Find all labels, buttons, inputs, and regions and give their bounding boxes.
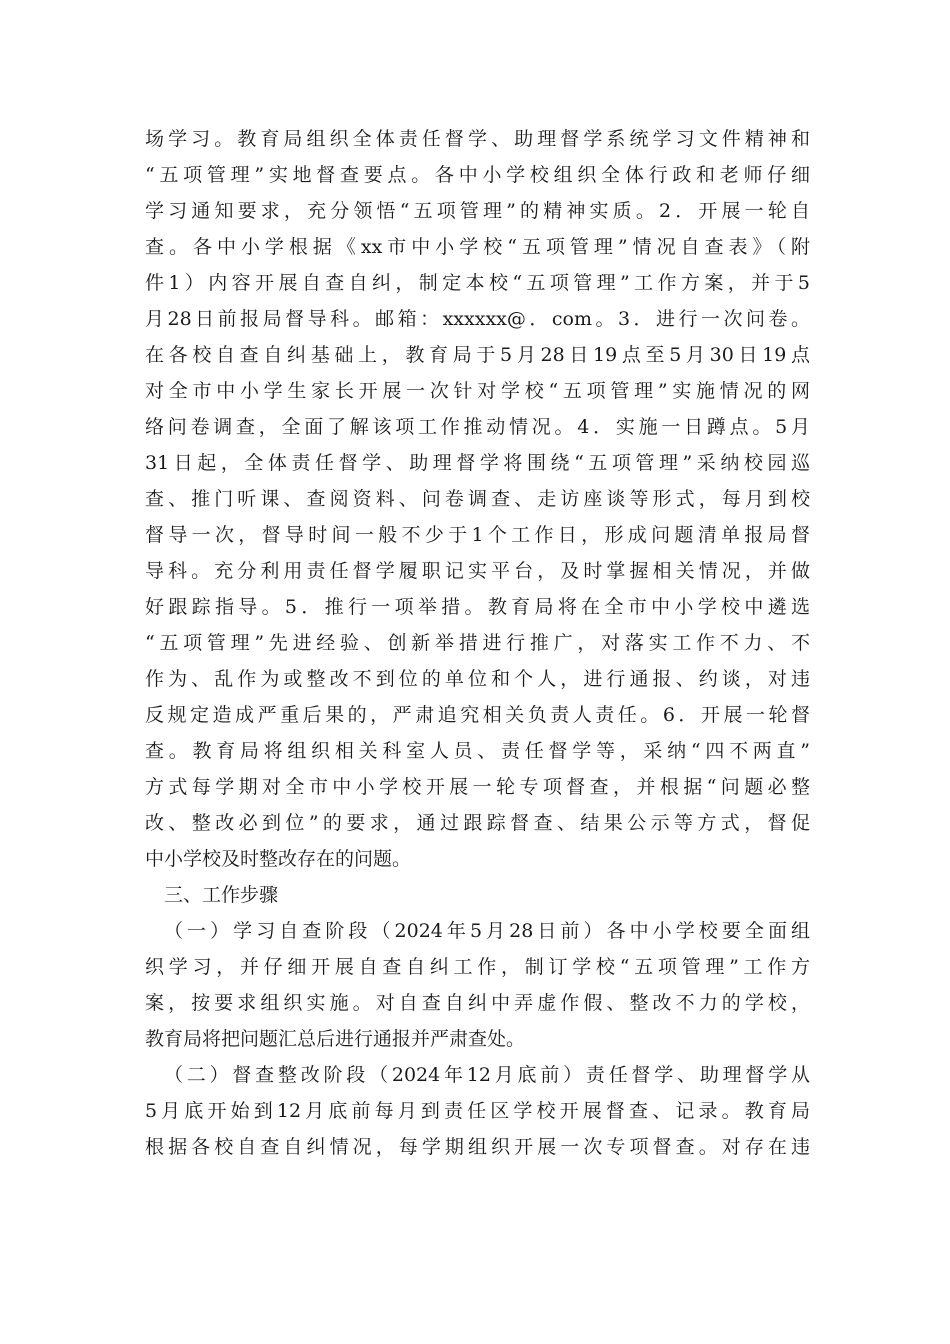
body-text-line: 查、推门听课、查阅资料、问卷调查、走访座谈等形式，每月到校: [145, 488, 810, 510]
body-text-line: 在各校自查自纠基础上，教育局于5月28日19点至5月30日19点: [145, 344, 810, 366]
body-text-line: 好跟踪指导。5．推行一项举措。教育局将在全市中小学校中遴选: [145, 596, 810, 618]
body-text-line: 对全市中小学生家长开展一次针对学校“五项管理”实施情况的网: [145, 380, 810, 402]
body-text-line: 络问卷调查，全面了解该项工作推动情况。4．实施一日蹲点。5月: [145, 416, 810, 438]
body-text-line: （二）督查整改阶段（2024年12月底前）责任督学、助理督学从: [164, 1064, 810, 1086]
body-text-line: “五项管理”先进经验、创新举措进行推广，对落实工作不力、不: [145, 632, 810, 654]
body-text-line: 查。教育局将组织相关科室人员、责任督学等，采纳“四不两直”: [145, 740, 810, 762]
body-text-line: 31日起，全体责任督学、助理督学将围绕“五项管理”采纳校园巡: [145, 452, 810, 474]
body-text-line: （一）学习自查阶段（2024年5月28日前）各中小学校要全面组: [164, 920, 810, 942]
body-text-line: 根据各校自查自纠情况，每学期组织开展一次专项督查。对存在违: [145, 1136, 810, 1158]
body-text-line: 反规定造成严重后果的，严肃追究相关负责人责任。6．开展一轮督: [145, 704, 810, 726]
section-heading: 三、工作步骤: [164, 884, 279, 906]
body-text-line: “五项管理”实地督查要点。各中小学校组织全体行政和老师仔细: [145, 164, 810, 186]
body-text-line: 督导一次，督导时间一般不少于1个工作日，形成问题清单报局督: [145, 524, 810, 546]
body-text-line: 改、整改必到位”的要求，通过跟踪督查、结果公示等方式，督促: [145, 812, 810, 834]
body-text-line: 中小学校及时整改存在的问题。: [145, 848, 412, 870]
body-text-line: 月28日前报局督导科。邮箱：xxxxxx@．com。3．进行一次问卷。: [145, 308, 810, 330]
body-text-line: 作为、乱作为或整改不到位的单位和个人，进行通报、约谈，对违: [145, 668, 810, 690]
body-text-line: 教育局将把问题汇总后进行通报并严肃查处。: [145, 1028, 526, 1050]
body-text-line: 5月底开始到12月底前每月到责任区学校开展督查、记录。教育局: [145, 1100, 810, 1122]
body-text-line: 案，按要求组织实施。对自查自纠中弄虚作假、整改不力的学校，: [145, 992, 810, 1014]
body-text-line: 查。各中小学根据《xx市中小学校“五项管理”情况自查表》（附: [145, 236, 810, 258]
body-text-line: 学习通知要求，充分领悟“五项管理”的精神实质。2．开展一轮自: [145, 200, 810, 222]
body-text-line: 织学习，并仔细开展自查自纠工作，制订学校“五项管理”工作方: [145, 956, 810, 978]
body-text-line: 场学习。教育局组织全体责任督学、助理督学系统学习文件精神和: [145, 128, 810, 150]
body-text-line: 导科。充分利用责任督学履职记实平台，及时掌握相关情况，并做: [145, 560, 810, 582]
body-text-line: 方式每学期对全市中小学校开展一轮专项督查，并根据“问题必整: [145, 776, 810, 798]
body-text-line: 件1）内容开展自查自纠，制定本校“五项管理”工作方案，并于5: [145, 272, 810, 294]
